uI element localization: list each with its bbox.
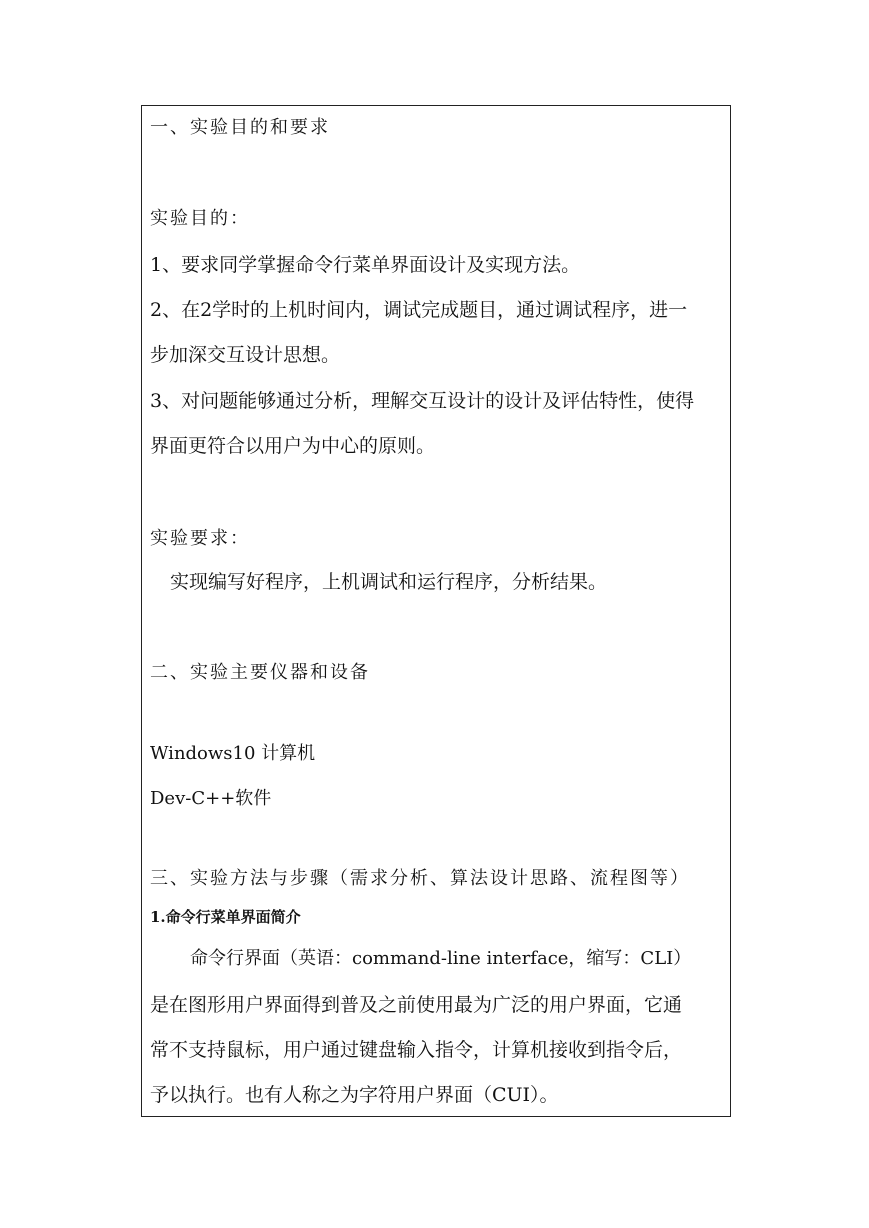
equipment-item-1: Windows10 计算机 (150, 743, 316, 764)
objectives-label: 实验目的： (150, 208, 250, 229)
section1-heading: 一、实验目的和要求 (150, 117, 330, 138)
intro-line-2: 是在图形用户界面得到普及之前使用最为广泛的用户界面，它通 (150, 994, 683, 1016)
objective-line-5: 界面更符合以用户为中心的原则。 (150, 435, 436, 457)
intro-line-4: 予以执行。也有人称之为字符用户界面（CUI）。 (150, 1084, 559, 1106)
objective-line-3: 步加深交互设计思想。 (150, 344, 341, 366)
section3-heading: 三、实验方法与步骤（需求分析、算法设计思路、流程图等） (150, 868, 690, 889)
section3-subheading: 1.命令行菜单界面简介 (150, 908, 301, 926)
section2-heading: 二、实验主要仪器和设备 (150, 662, 370, 683)
equipment-item-2: Dev-C++软件 (150, 788, 272, 809)
intro-line-1: 命令行界面（英语：command-line interface，缩写：CLI） (190, 948, 692, 969)
objective-line-4: 3、对问题能够通过分析，理解交互设计的设计及评估特性，使得 (150, 390, 695, 412)
requirements-label: 实验要求： (150, 528, 250, 549)
objective-line-2: 2、在2学时的上机时间内，调试完成题目，通过调试程序，进一 (150, 299, 688, 321)
intro-line-3: 常不支持鼠标，用户通过键盘输入指令，计算机接收到指令后， (150, 1039, 683, 1061)
objective-line-1: 1、要求同学掌握命令行菜单界面设计及实现方法。 (150, 254, 581, 276)
requirements-text: 实现编写好程序，上机调试和运行程序，分析结果。 (170, 571, 608, 593)
